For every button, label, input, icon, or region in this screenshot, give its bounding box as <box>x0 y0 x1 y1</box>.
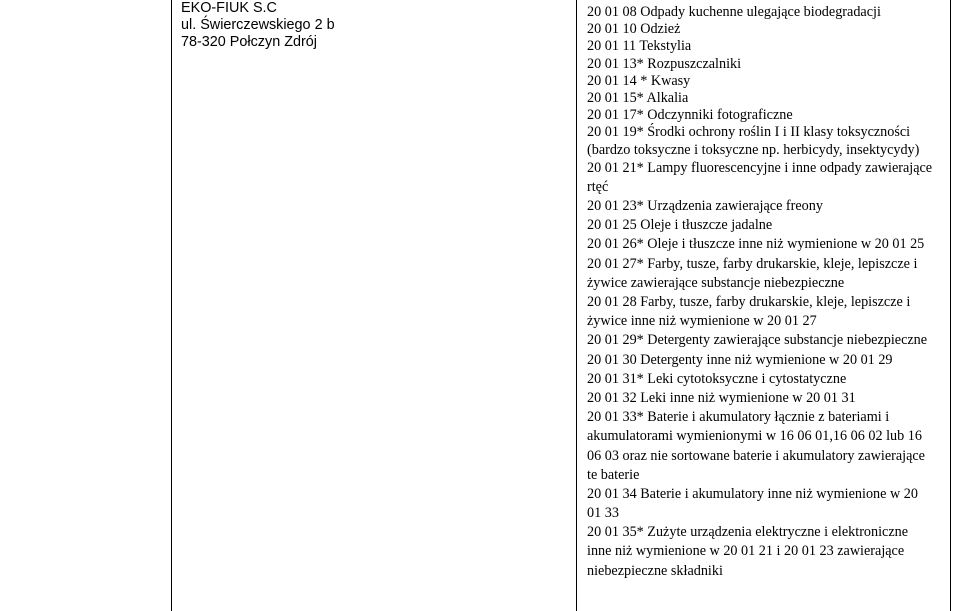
waste-list-item-line: 20 01 27* Farby, tusze, farby drukarskie, kleje, lepiszcze i <box>587 255 918 272</box>
column-divider <box>576 0 577 611</box>
company-name: EKO-FIUK S.C <box>181 0 277 16</box>
waste-list-item-line: 20 01 08 Odpady kuchenne ulegające biodegradacji <box>587 4 881 20</box>
waste-list-item-line: 20 01 25 Oleje i tłuszcze jadalne <box>587 217 773 234</box>
waste-list-item <box>587 255 947 293</box>
waste-list-item <box>587 389 947 408</box>
waste-list-item-line: 20 01 33* Baterie i akumulatory łącznie z bateriami i <box>587 409 890 426</box>
waste-list-item-line: 20 01 30 Detergenty inne niż wymienione w 20 01 29 <box>587 351 893 368</box>
waste-list-item-line: te baterie <box>587 466 640 483</box>
waste-list-item <box>587 4 947 21</box>
document-table <box>171 0 951 611</box>
waste-list-item <box>587 124 947 158</box>
waste-list-item <box>587 73 947 90</box>
waste-list-item-line: 01 33 <box>587 505 619 522</box>
waste-list-item <box>587 159 947 197</box>
waste-list-item-line: 20 01 17* Odczynniki fotograficzne <box>587 107 793 124</box>
waste-list-item-line: 20 01 29* Detergenty zawierające substancje niebezpieczne <box>587 332 928 349</box>
waste-list-item <box>587 38 947 55</box>
waste-list-item-line: 20 01 19* Środki ochrony roślin I i II klasy toksyczności <box>587 124 911 141</box>
waste-list-item <box>587 107 947 124</box>
address-cell <box>181 0 566 51</box>
waste-list-item <box>587 523 947 581</box>
waste-list-item-line: 20 01 13* Rozpuszczalniki <box>587 55 742 72</box>
waste-list-item-line: akumulatorami wymienionymi w 16 06 01,16 06 02 lub 16 <box>587 428 922 445</box>
waste-list-item-line: (bardzo toksyczne i toksyczne np. herbicydy, insektycydy) <box>587 141 920 158</box>
waste-list-item-line: 06 03 oraz nie sortowane baterie i akumulatory zawierające <box>587 447 925 464</box>
waste-list-item-line: 20 01 35* Zużyte urządzenia elektryczne i elektroniczne <box>587 524 909 541</box>
waste-list-item <box>587 21 947 38</box>
waste-list-item-line: 20 01 31* Leki cytotoksyczne i cytostatyczne <box>587 370 847 387</box>
waste-list-item-line: 20 01 34 Baterie i akumulatory inne niż wymienione w 20 <box>587 485 918 502</box>
waste-list-item-line: 20 01 11 Tekstylia <box>587 38 692 55</box>
waste-list-item-line: 20 01 32 Leki inne niż wymienione w 20 01 31 <box>587 389 856 406</box>
waste-list-item-line: rtęć <box>587 178 609 195</box>
waste-list-item-line: inne niż wymienione w 20 01 21 i 20 01 23 zawierające <box>587 543 905 560</box>
waste-list-item-line: 20 01 14 * Kwasy <box>587 72 691 89</box>
waste-list-item-line: 20 01 28 Farby, tusze, farby drukarskie, kleje, lepiszcze i <box>587 294 911 310</box>
waste-list-item <box>587 293 947 331</box>
waste-list-item-line: żywice inne niż wymienione w 20 01 27 <box>587 313 817 330</box>
waste-list-item <box>587 235 947 254</box>
waste-list-item-line: 20 01 21* Lampy fluorescencyjne i inne odpady zawierające <box>587 159 933 176</box>
waste-list-item-line: 20 01 15* Alkalia <box>587 89 689 106</box>
waste-list-item-line: 20 01 23* Urządzenia zawierające freony <box>587 198 823 215</box>
waste-list-item <box>587 351 947 370</box>
waste-list-item-line: niebezpieczne składniki <box>587 562 723 579</box>
waste-list-item <box>587 331 947 350</box>
city-address: 78-320 Połczyn Zdrój <box>181 34 317 50</box>
waste-list-item-line: żywice zawierające substancje niebezpieczne <box>587 274 845 291</box>
waste-list-item <box>587 216 947 235</box>
waste-list-cell <box>587 4 947 581</box>
waste-list-item-line: 20 01 26* Oleje i tłuszcze inne niż wymienione w 20 01 25 <box>587 236 925 253</box>
waste-list-item <box>587 90 947 107</box>
waste-list-item-line: 20 01 10 Odzież <box>587 21 681 38</box>
waste-list-item <box>587 370 947 389</box>
waste-list-item <box>587 485 947 523</box>
waste-list-item <box>587 56 947 73</box>
waste-list-item <box>587 408 947 485</box>
street-address: ul. Świerczewskiego 2 b <box>181 17 335 33</box>
waste-list-item <box>587 197 947 216</box>
